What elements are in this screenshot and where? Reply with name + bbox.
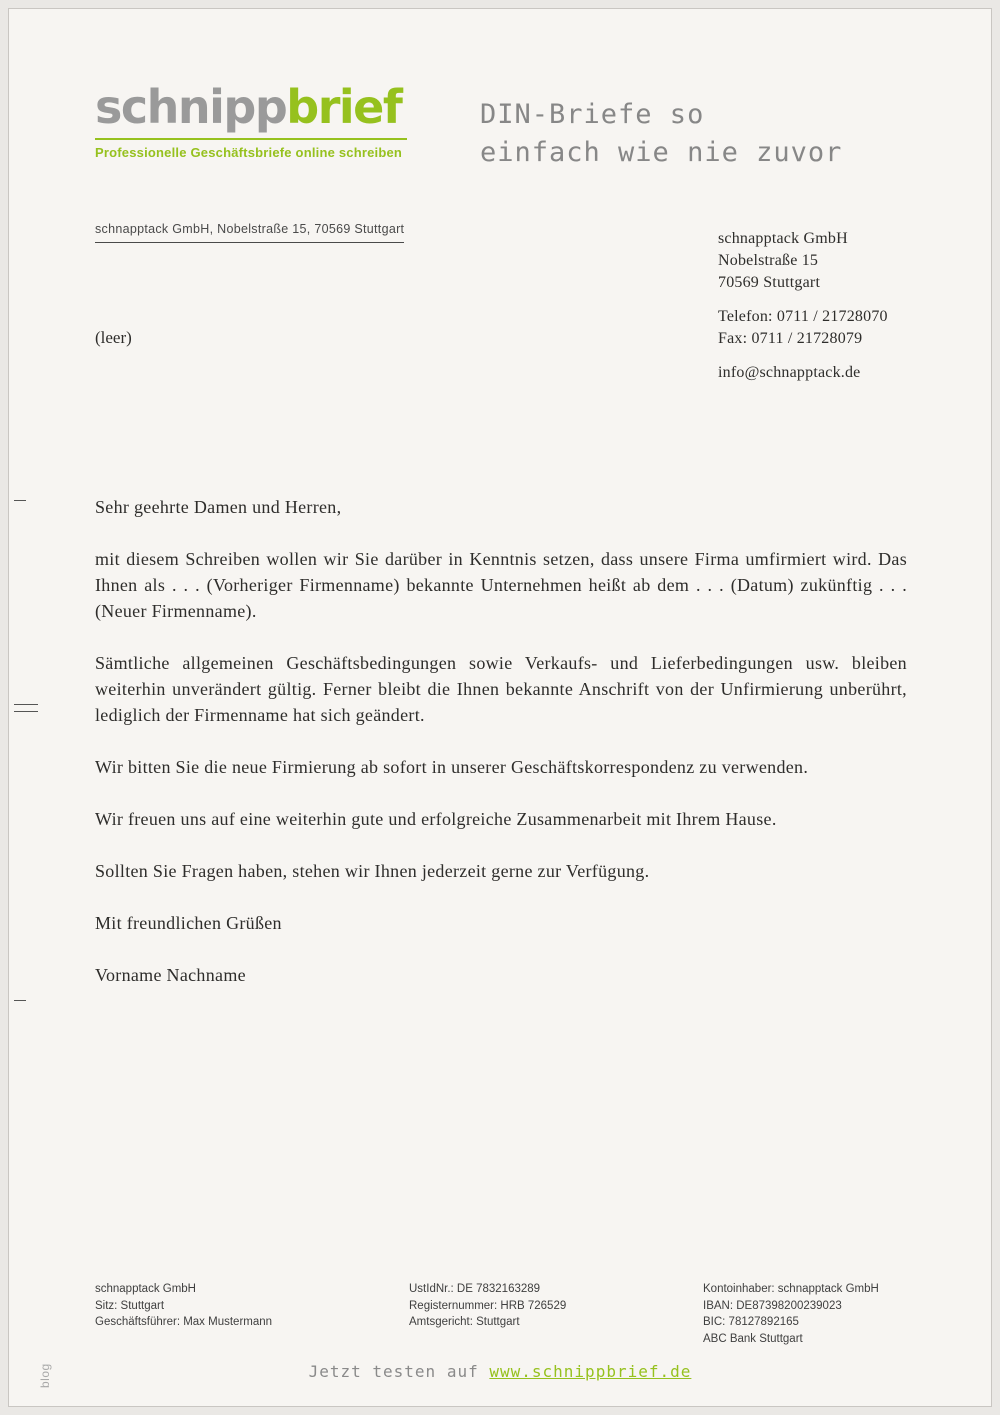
contact-email: info@schnapptack.de	[718, 364, 861, 381]
logo-divider	[95, 138, 407, 140]
cta-link[interactable]: www.schnippbrief.de	[489, 1362, 692, 1381]
contact-block	[718, 228, 888, 384]
footer-register-court: Amtsgericht: Stuttgart	[409, 1316, 520, 1328]
footer-column-company	[95, 1281, 272, 1331]
paragraph-5: Sollten Sie Fragen haben, stehen wir Ihnen jederzeit gerne zur Verfügung.	[95, 861, 650, 881]
footer-bic: BIC: 78127892165	[703, 1316, 799, 1328]
salutation: Sehr geehrte Damen und Herren,	[95, 497, 342, 517]
footer-iban: IBAN: DE87398200239023	[703, 1299, 842, 1312]
contact-phone: Telefon: 0711 / 21728070	[718, 308, 888, 325]
closing: Mit freundlichen Grüßen	[95, 913, 282, 933]
footer-column-bank	[703, 1281, 879, 1347]
paragraph-2: Sämtliche allgemeinen Geschäftsbedingungen sowie Verkaufs- und Lieferbedingungen usw. bleiben weiterhin unverändert gültig. Ferner bleibt die Ihnen bekannte Anschrift von der Unfirmierung unberührt, lediglich der Firmenname hat sich geändert.	[95, 653, 907, 725]
slogan-line2: einfach wie nie zuvor	[480, 137, 843, 168]
contact-fax: Fax: 0711 / 21728079	[718, 330, 863, 347]
signature: Vorname Nachname	[95, 965, 246, 985]
paragraph-1: mit diesem Schreiben wollen wir Sie darüber in Kenntnis setzen, dass unsere Firma umfirmiert wird. Das Ihnen als . . . (Vorheriger Firmenname) bekannte Unternehmen heißt ab dem . . . (Datum) zukünftig . . . (Neuer Firmenname).	[95, 549, 907, 621]
paragraph-3: Wir bitten Sie die neue Firmierung ab sofort in unserer Geschäftskorrespondenz zu verwenden.	[95, 757, 809, 777]
footer-vat-id: UstIdNr.: DE 7832163289	[409, 1283, 541, 1295]
logo-wordmark	[95, 82, 407, 133]
punch-mark-middle-2	[14, 711, 38, 712]
slogan-line1: DIN-Briefe so	[480, 99, 705, 130]
fold-mark-bottom	[14, 1000, 26, 1001]
footer-company-name: schnapptack GmbH	[95, 1283, 196, 1295]
footer-bank-name: ABC Bank Stuttgart	[703, 1332, 803, 1345]
logo-part-schnipp: schnipp	[95, 80, 287, 134]
blog-watermark: blog	[38, 1363, 52, 1388]
punch-mark-middle	[14, 704, 38, 705]
footer-account-holder: Kontoinhaber: schnapptack GmbH	[703, 1283, 879, 1295]
sender-address-line: schnapptack GmbH, Nobelstraße 15, 70569 Stuttgart	[95, 222, 404, 243]
footer-company-seat: Sitz: Stuttgart	[95, 1299, 165, 1312]
bottom-cta	[0, 1362, 1000, 1381]
contact-company: schnapptack GmbH	[718, 230, 848, 247]
contact-street: Nobelstraße 15	[718, 252, 819, 269]
slogan	[480, 96, 842, 172]
recipient-placeholder: (leer)	[95, 328, 132, 347]
cta-prefix: Jetzt testen auf	[308, 1362, 490, 1381]
logo-tagline: Professionelle Geschäftsbriefe online schreiben	[95, 144, 403, 160]
footer-column-registry	[409, 1281, 566, 1331]
fold-mark-top	[14, 500, 26, 501]
paragraph-4: Wir freuen uns auf eine weiterhin gute und erfolgreiche Zusammenarbeit mit Ihrem Hause.	[95, 809, 777, 829]
logo-part-brief: brief	[286, 80, 402, 134]
contact-city: 70569 Stuttgart	[718, 274, 821, 291]
footer-company-ceo: Geschäftsführer: Max Mustermann	[95, 1316, 273, 1328]
logo	[95, 82, 407, 160]
footer-register-number: Registernummer: HRB 726529	[409, 1299, 567, 1312]
letter-body	[95, 494, 907, 1014]
